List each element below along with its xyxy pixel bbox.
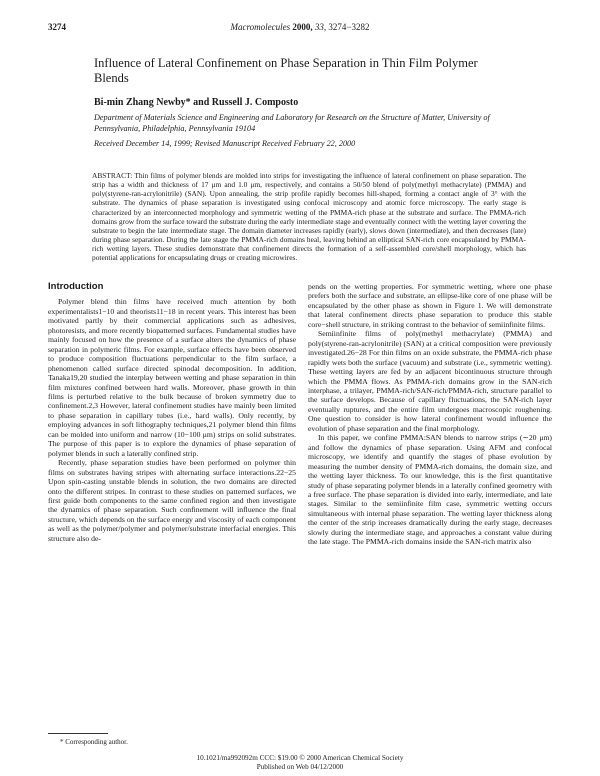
journal-year: 2000, xyxy=(292,22,313,32)
abstract: ABSTRACT: Thin films of polymer blends are molded into strips for investigating the influence of lateral confinement on phase separation. The strip has a width and thickness of 17 μm and 1.0 μm, respectively, and contains a 50/50 blend of poly(methyl methacrylate) (PMMA) and poly(styrene-ran-acrylonitrile) (SAN). Upon annealing, the strip profile rapidly becomes hill-shaped, forming a contact angle of 3° with the substrate. The dynamics of phase separation is investigated using confocal microscopy and atomic force microscopy. The early stage is characterized by an interconnected morphology and symmetric wetting of the PMMA-rich phase at the substrate and surface. The PMMA-rich domains grow from the surface toward the substrate during the early intermediate stage and eventually connect with the wetting layer covering the substrate to begin the late intermediate stage. The domain diameter increases rapidly (early), slows down (intermediate), and then decreases (late) during phase separation. During the late stage the PMMA-rich domains heal, leaving behind an elliptical SAN-rich core encapsulated by PMMA-rich wetting layers. These studies demonstrate that confinement directs the formation of a self-assembled core/shell morphology, which has potential applications for encapsulating drugs or creating microwires. xyxy=(92,171,526,263)
footnote-divider xyxy=(48,733,108,734)
journal-name: Macromolecules xyxy=(230,22,291,32)
body-paragraph: Recently, phase separation studies have been performed on polymer thin films on substrates having stripes with alternating surface interactions.22−25 Upon spin-casting unstable blends in solution, the two domains are directed onto the different stripes. In contrast to these studies on patterned surfaces, we first guide both components to the same confined region and then investigate the dynamics of phase separation. Such confinement will influence the final structure, which depends on the surface energy and viscosity of each component as well as the polymer/polymer and polymer/substrate interfacial energies. This structure also de- xyxy=(48,458,296,543)
published-line: Published on Web 04/12/2000 xyxy=(256,762,344,771)
left-column xyxy=(48,282,296,543)
section-heading-introduction: Introduction xyxy=(48,281,104,292)
journal-reference xyxy=(48,22,552,32)
article-title: Influence of Lateral Confinement on Phase Separation in Thin Film Polymer Blends xyxy=(94,56,478,85)
journal-volume: 33, xyxy=(314,22,327,32)
journal-pages: 3274−3282 xyxy=(328,22,370,32)
body-paragraph: Semiinfinite films of poly(methyl methacrylate) (PMMA) and poly(styrene-ran-acrylonitrile) (SAN) at a critical composition were previously investigated.26−28 For thin films on an oxide substrate, the PMMA-rich phase rapidly wets both the surface (vacuum) and substrate (i.e., symmetric wetting). These wetting layers are fed by an adjacent bicontinuous structure through which the PMMA flows. As PMMA-rich domains grow in the SAN-rich interphase, a trilayer, PMMA-rich/SAN-rich/PMMA-rich, structure parallel to the surface develops. Because of capillary fluctuations, the SAN-rich layer eventually ruptures, and the entire film undergoes macroscopic roughening. One question to consider is how lateral confinement would influence the evolution of phase separation and the final morphology. xyxy=(308,329,552,433)
received-dates: Received December 14, 1999; Revised Manuscript Received February 22, 2000 xyxy=(94,139,356,148)
page-footer xyxy=(0,754,600,771)
footnote: * Corresponding author. xyxy=(60,738,128,746)
right-column xyxy=(308,282,552,547)
running-header xyxy=(48,22,552,34)
doi-line: 10.1021/ma992092m CCC: $19.00 © 2000 American Chemical Society xyxy=(196,754,404,762)
body-paragraph: pends on the wetting properties. For symmetric wetting, where one phase prefers both the surface and substrate, an ellipse-like core of one phase will be encapsulated by the other phase as shown in Figure 1. We will demonstrate that lateral confinement directs phase separation to produce this stable core−shell structure, in striking contrast to the behavior of semiinfinite films. xyxy=(308,282,552,329)
article-authors: Bi-min Zhang Newby* and Russell J. Composto xyxy=(94,97,299,108)
author-affiliation: Department of Materials Science and Engineering and Laboratory for Research on the Structure of Matter, University of Pennsylvania, Philadelphia, Pennsylvania 19104 xyxy=(94,113,490,133)
body-paragraph: Polymer blend thin films have received much attention by both experimentalists1−10 and theorists11−18 in recent years. This interest has been motivated partly by their commercial applications such as adhesives, photoresists, and more recently biopatterned surfaces. Fundamental studies have mainly focused on how the presence of a surface alters the dynamics of phase separation in polymeric films. For example, surface effects have been observed to produce composition fluctuations perpendicular to the film surface, a phenomenon called surface directed spinodal decomposition. In addition, Tanaka19,20 studied the interplay between wetting and phase separation in thin film mixtures confined between hard walls. Moreover, phase growth in thin films is perturbed relative to the bulk because of broken symmetry due to confinement.2,3 However, lateral confinement studies have mainly been limited to phase separation in capillary tubes (i.e., hard walls). Only recently, by employing advances in soft lithography techniques,21 polymer blend thin films can be molded into uniform and narrow (10−100 μm) strips on solid substrates. The purpose of this paper is to explore the dynamics of phase separation of polymer blends in such a laterally confined strip. xyxy=(48,297,296,458)
body-paragraph: In this paper, we confine PMMA:SAN blends to narrow strips (∼20 μm) and follow the dynamics of phase separation. Using AFM and confocal microscopy, we identify and quantify the stages of phase evolution by measuring the number density of PMMA-rich domains, the domain size, and the wetting layer thickness. To our knowledge, this is the first quantitative study of phase separating polymer blends in a laterally confined geometry with a free surface. The phase separation is divided into early, intermediate, and late stages. Similar to the semiinfinite film case, symmetric wetting occurs simultaneous with internal phase separation. The wetting layer thickness along the center of the strip increases dramatically during the early stage, decreases slowly during the intermediate stage, and approaches a constant value during the late stage. The PMMA-rich domains inside the SAN-rich matrix also xyxy=(308,433,552,547)
page-number: 3274 xyxy=(48,22,66,32)
